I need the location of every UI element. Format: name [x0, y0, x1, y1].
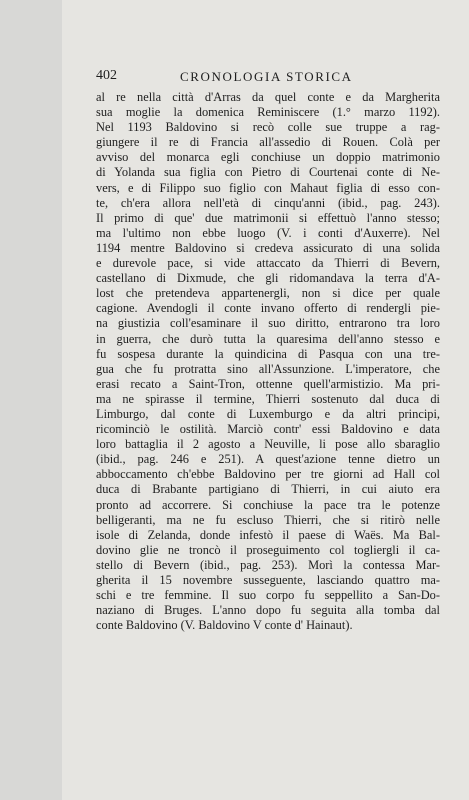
text-line: pronto ad accorrere. Si conchiuse la pace tra le potenze	[96, 497, 440, 512]
text-line: te, ch'era allora nell'età di cinqu'anni (ibid., pag. 243).	[96, 195, 440, 210]
text-line: fu sospesa durante la quindicina di Pasqua con una tre-	[96, 346, 440, 361]
text-line: schi e tre femmine. Il suo corpo fu seppellito a San-Do-	[96, 588, 440, 603]
text-line: naziano di Bruges. L'anno dopo fu seguita alla tomba dal	[96, 603, 440, 618]
text-line: isole di Zelanda, donde infestò il paese di Waës. Ma Bal-	[96, 527, 440, 542]
text-line: ricominciò le ostilità. Marciò contr' essi Baldovino e data	[96, 422, 440, 437]
running-title: CRONOLOGIA STORICA	[180, 69, 353, 84]
text-line: abboccamento ch'ebbe Baldovino per tre giorni ad Hall col	[96, 467, 440, 482]
text-line: e durevole pace, si vide attaccato da Thierri di Bevern,	[96, 256, 440, 271]
text-line: cagione. Avendogli il conte invano offerto di rendergli pie-	[96, 301, 440, 316]
text-line: Nel 1193 Baldovino si recò colle sue truppe a rag-	[96, 120, 440, 135]
text-line: na giustizia coll'esaminare il suo diritto, entrarono tra loro	[96, 316, 440, 331]
text-line: erasi recato a Saint-Tron, ottenne quell'armistizio. Ma pri-	[96, 376, 440, 391]
text-line: ma ne spirasse il termine, Thierri sostenuto dal duca di	[96, 391, 440, 406]
text-line: Limburgo, dal conte di Luxemburgo e da altri principi,	[96, 406, 440, 421]
text-line: ma l'ultimo non ebbe luogo (V. i conti d'Auxerre). Nel	[96, 225, 440, 240]
text-line: conte Baldovino (V. Baldovino V conte d' Hainaut).	[96, 618, 353, 633]
page-number: 402	[96, 68, 117, 83]
text-line: lost che pretendeva appartenergli, non si dice per quale	[96, 286, 440, 301]
text-line: (ibid., pag. 246 e 251). A quest'azione tenne dietro un	[96, 452, 440, 467]
text-line: stello di Bevern (ibid., pag. 253). Morì la contessa Mar-	[96, 557, 440, 572]
text-line: avviso del monarca egli conchiuse un doppio matrimonio	[96, 150, 440, 165]
text-line: Il primo di que' due matrimonii si effettuò l'anno stesso;	[96, 210, 440, 225]
text-line: in guerra, che durò tutta la quaresima dell'anno stesso e	[96, 331, 440, 346]
text-line: sua moglie la domenica Reminiscere (1.° marzo 1192).	[96, 105, 440, 120]
text-line: al re nella città d'Arras da quel conte e da Margherita	[96, 90, 440, 104]
text-line: loro battaglia il 2 agosto a Neuville, li pose allo sbaraglio	[96, 437, 440, 452]
text-line: di Yolanda sua figlia con Pietro di Courtenai conte di Ne-	[96, 165, 440, 180]
body-text	[96, 90, 440, 633]
text-line: 1194 mentre Baldovino si credeva assicurato di una solida	[96, 240, 440, 255]
text-line: belligeranti, ma ne fu escluso Thierri, che si ritirò nelle	[96, 512, 440, 527]
text-line: vers, e di Filippo suo figlio con Mahaut figlia di esso con-	[96, 180, 440, 195]
text-line: dovino glie ne troncò il proseguimento col togliergli il ca-	[96, 542, 440, 557]
text-line: castellano di Dixmude, che gli ridomandava la terra d'A-	[96, 271, 440, 286]
text-line: duca di Brabante partigiano di Thierri, in cui aiuto era	[96, 482, 440, 497]
text-line: giungere il re di Francia all'assedio di Rouen. Colà per	[96, 135, 440, 150]
text-line: gherita il 15 novembre susseguente, lasciando quattro ma-	[96, 573, 440, 587]
page-header	[96, 68, 436, 88]
text-line: gua che fu protratta sino all'Assunzione. L'imperatore, che	[96, 361, 440, 376]
